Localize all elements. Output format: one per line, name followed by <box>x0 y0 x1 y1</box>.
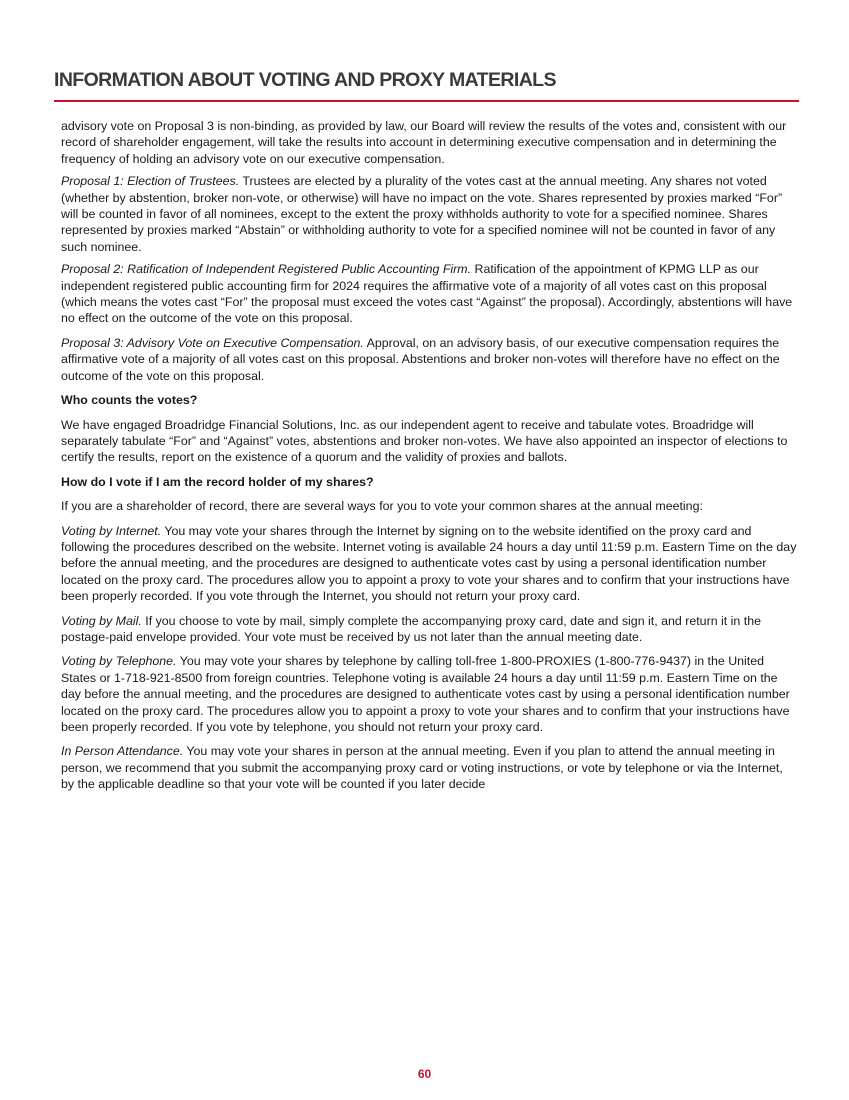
voting-telephone-paragraph <box>61 653 799 735</box>
header-rule <box>54 100 799 102</box>
in-person-text: You may vote your shares in person at the annual meeting. Even if you plan to attend the annual meeting in person, we recommend that you submit the accompanying proxy card or voting instructions, or vote by telephone or via the Internet, by the applicable deadline so that your vote will be counted if you later decide <box>61 744 783 792</box>
voting-mail-paragraph <box>61 613 799 646</box>
record-holder-heading: How do I vote if I am the record holder of my shares? <box>61 474 374 489</box>
proposal-3-text: Approval, on an advisory basis, of our executive compensation requires the affirmative vote of a majority of all votes cast on this proposal. Abstentions and broker non-votes will therefore have no effect on the outcome of the vote on this proposal. <box>61 335 780 383</box>
page-title: INFORMATION ABOUT VOTING AND PROXY MATERIALS <box>54 69 556 91</box>
in-person-paragraph <box>61 743 799 792</box>
proposal-1-lead: Proposal 1: Election of Trustees. <box>61 174 240 189</box>
proposal-2-text: Ratification of the appointment of KPMG LLP as our independent registered public accounting firm for 2024 requires the affirmative vote of a majority of all votes cast on this proposal (which means the votes cast “For” the proposal must exceed the votes cast “Against” the proposal). Accordingly, abstentions will have no effect on the outcome of the vote on this proposal. <box>61 262 793 326</box>
page-number: 60 <box>417 1067 432 1081</box>
in-person-lead: In Person Attendance. <box>61 744 184 759</box>
proposal-3-lead: Proposal 3: Advisory Vote on Executive Compensation. <box>61 335 364 350</box>
voting-internet-lead: Voting by Internet. <box>61 523 162 538</box>
who-counts-paragraph: We have engaged Broadridge Financial Solutions, Inc. as our independent agent to receive and tabulate votes. Broadridge will separately tabulate “For” and “Against” votes, abstentions and broker non-votes. We have also appointed an inspector of elections to certify the results, report on the existence of a quorum and the validity of proxies and ballots. <box>61 417 788 465</box>
proposal-3-paragraph <box>61 335 799 384</box>
page-header <box>54 68 799 92</box>
record-holder-paragraph: If you are a shareholder of record, there are several ways for you to vote your common shares at the annual meeting: <box>61 499 703 514</box>
proposal-2-lead: Proposal 2: Ratification of Independent Registered Public Accounting Firm. <box>61 262 472 277</box>
proposal-1-paragraph <box>61 173 799 255</box>
voting-mail-lead: Voting by Mail. <box>61 613 142 628</box>
proposal-2-paragraph <box>61 261 799 327</box>
proposal-1-text: Trustees are elected by a plurality of the votes cast at the annual meeting. Any shares not voted (whether by abstention, broker non-vote, or otherwise) will have no impact on the vote. Shares represented by proxies marked “For” will be counted in favor of all nominees, except to the extent the proxy withholds authority to vote for a specified nominee. Shares represented by proxies marked “Abstain” or withholding authority to vote for a specified nominee will not be counted in favor of any such nominee. <box>61 174 783 254</box>
voting-internet-paragraph <box>61 523 799 605</box>
document-body <box>61 118 799 799</box>
intro-paragraph: advisory vote on Proposal 3 is non-binding, as provided by law, our Board will review the results of the votes and, consistent with our record of shareholder engagement, will take the results into account in determining executive compensation and in determining the frequency of holding an advisory vote on our executive compensation. <box>61 119 787 166</box>
voting-mail-text: If you choose to vote by mail, simply complete the accompanying proxy card, date and sign it, and return it in the postage-paid envelope provided. Your vote must be received by us not later than the annual meeting date. <box>61 613 761 644</box>
voting-telephone-lead: Voting by Telephone. <box>61 654 177 669</box>
who-counts-heading: Who counts the votes? <box>61 393 198 408</box>
voting-internet-text: You may vote your shares through the Internet by signing on to the website identified on the proxy card and following the procedures described on the website. Internet voting is available 24 hours a day until 11:59 p.m. Eastern Time on the day before the annual meeting, and the procedures are designed to authenticate votes cast by using a personal identification number located on the proxy card. The procedures allow you to appoint a proxy to vote your shares and to confirm that your instructions have been properly recorded. If you vote through the Internet, you should not return your proxy card. <box>61 523 797 604</box>
voting-telephone-text: You may vote your shares by telephone by calling toll-free 1-800-PROXIES (1-800-776-9437) in the United States or 1-718-921-8500 from foreign countries. Telephone voting is available 24 hours a day until 11:59 p.m. Eastern Time on the day before the annual meeting, and the procedures are designed to authenticate votes cast by using a personal identification number located on the proxy card. The procedures allow you to appoint a proxy to vote your shares and to confirm that your instructions have been properly recorded. If you vote by telephone, you should not return your proxy card. <box>61 654 790 734</box>
